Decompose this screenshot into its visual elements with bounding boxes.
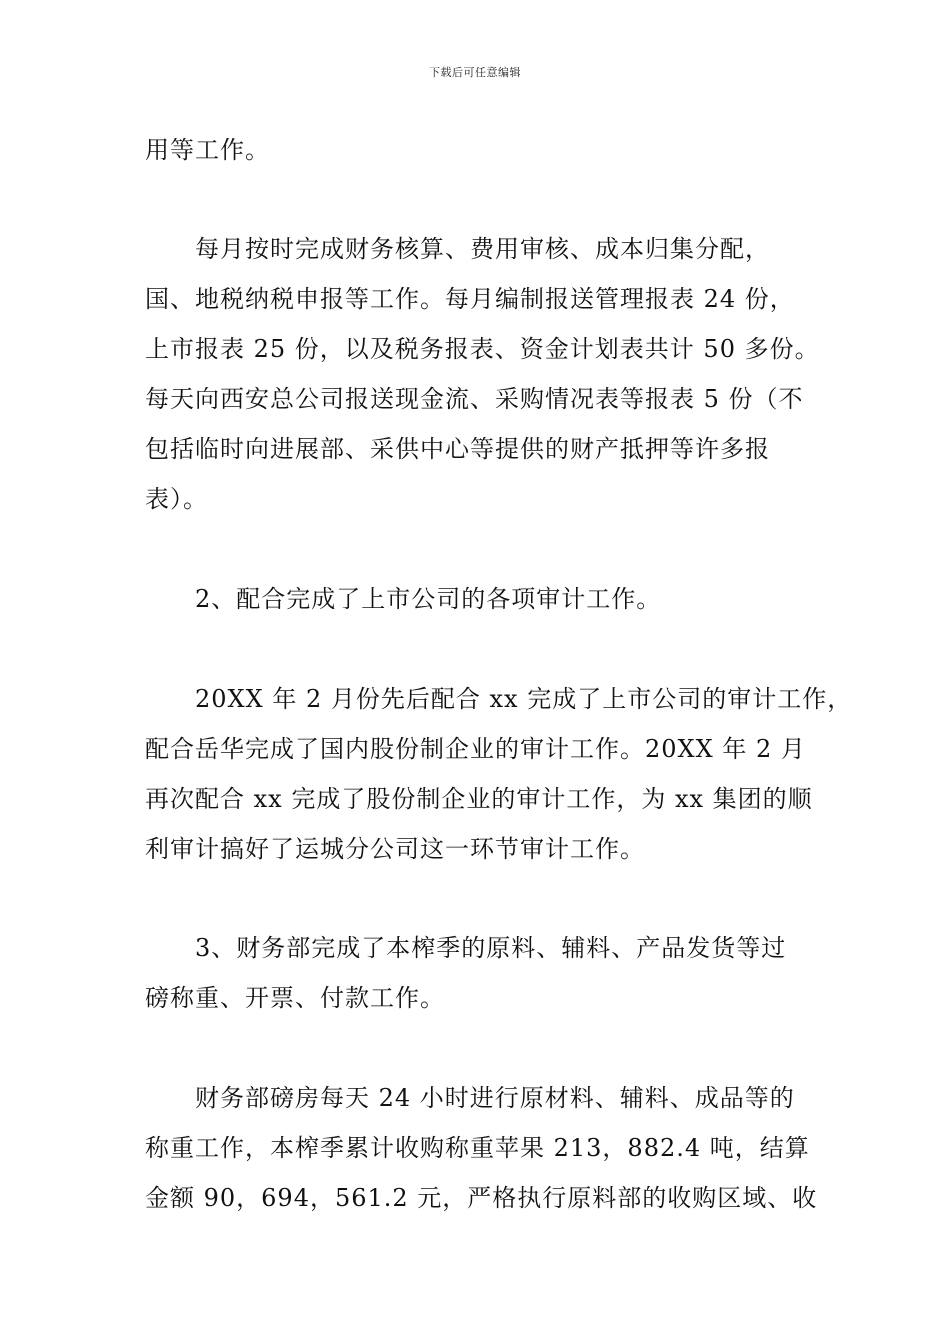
text-line: 表）。 xyxy=(145,485,208,513)
text-line: 用等工作。 xyxy=(145,136,270,164)
text-line: 国、地税纳税申报等工作。每月编制报送管理报表 24 份， xyxy=(145,285,795,313)
text-line: 配合岳华完成了国内股份制企业的审计工作。20XX 年 2 月 xyxy=(145,735,806,763)
text-line: 称重工作，本榨季累计收购称重苹果 213，882.4 吨，结算 xyxy=(145,1134,810,1162)
text-line: 利审计搞好了运城分公司这一环节审计工作。 xyxy=(145,835,645,863)
text-line: 金额 90，694，561.2 元，严格执行原料部的收购区域、收 xyxy=(145,1184,818,1212)
text-line: 每天向西安总公司报送现金流、采购情况表等报表 5 份（不 xyxy=(145,385,804,413)
text-line: 每月按时完成财务核算、费用审核、成本归集分配， xyxy=(195,235,770,263)
text-line: 包括临时向进展部、采供中心等提供的财产抵押等许多报 xyxy=(145,435,770,463)
text-line: 再次配合 xx 完成了股份制企业的审计工作，为 xx 集团的顺 xyxy=(145,785,813,813)
section-heading: 3、财务部完成了本榨季的原料、辅料、产品发货等过 xyxy=(195,934,787,962)
section-heading: 2、配合完成了上市公司的各项审计工作。 xyxy=(195,585,662,613)
page-header: 下载后可任意编辑 xyxy=(429,66,521,79)
text-line: 财务部磅房每天 24 小时进行原材料、辅料、成品等的 xyxy=(195,1084,795,1112)
text-line: 20XX 年 2 月份先后配合 xx 完成了上市公司的审计工作， xyxy=(195,685,853,713)
text-line: 上市报表 25 份，以及税务报表、资金计划表共计 50 多份。 xyxy=(145,335,820,363)
text-line: 磅称重、开票、付款工作。 xyxy=(145,984,445,1012)
